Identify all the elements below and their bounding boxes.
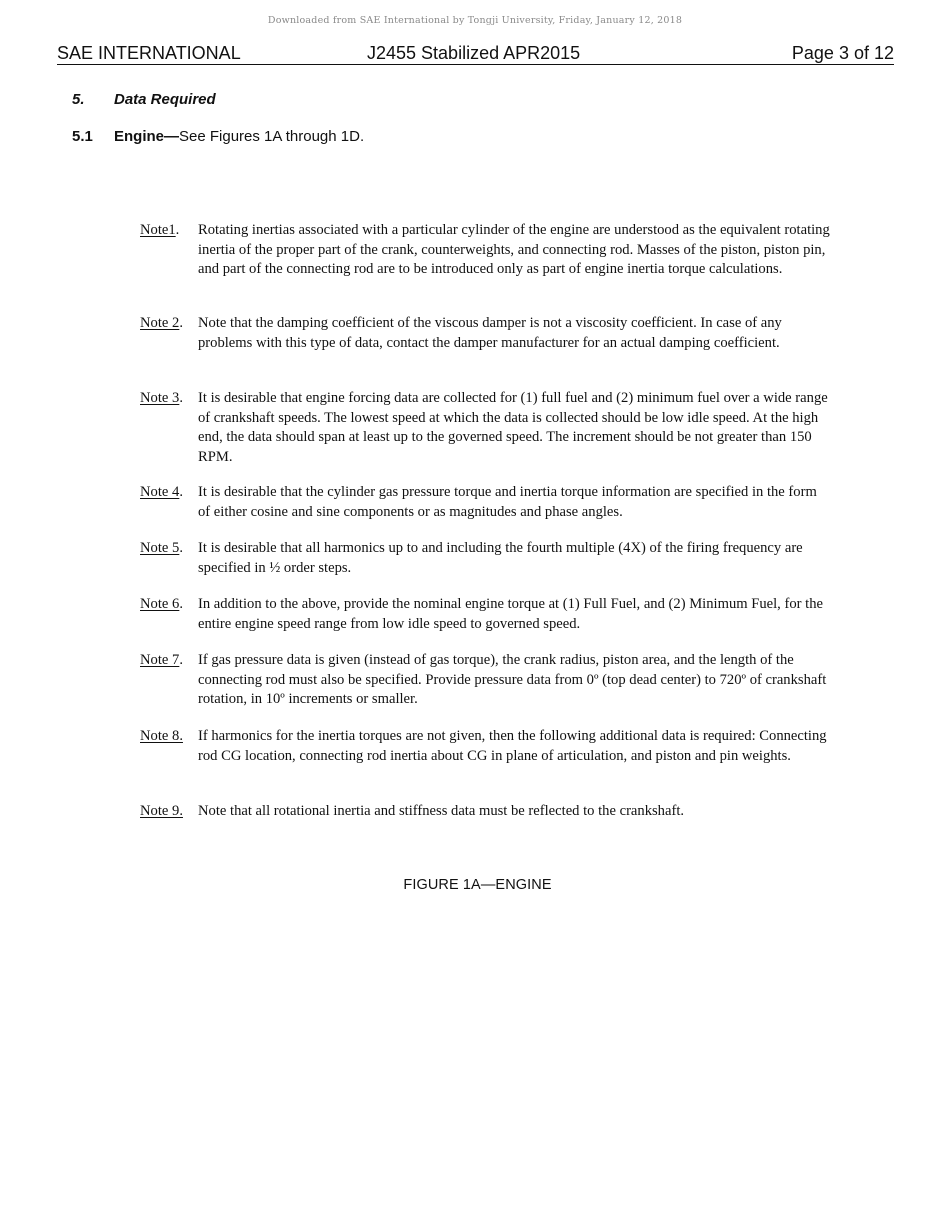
header-document-id: J2455 Stabilized APR2015	[367, 43, 581, 63]
note-2	[140, 314, 830, 353]
subsection-heading	[72, 128, 364, 145]
note-label: Note 2.	[140, 315, 183, 331]
section-number: 5.	[72, 91, 85, 108]
header-page-number: Page 3 of 12	[791, 43, 894, 63]
note-text: In addition to the above, provide the nominal engine torque at (1) Full Fuel, and (2) Minimum Fuel, for the entire engine speed range from low idle speed to governed speed.	[198, 596, 823, 632]
note-text: If harmonics for the inertia torques are not given, then the following additional data is required: Connecting rod CG location, connecting rod inertia about CG in plane of articulation, and piston and pin weights.	[198, 728, 827, 764]
note-7	[140, 651, 830, 710]
note-text: Rotating inertias associated with a particular cylinder of the engine are understood as the equivalent rotating inertia of the proper part of the crank, counterweights, and connecting rod. Masses of the piston, piston pin, and part of the connecting rod are to be introduced only as part of engine inertia torque calculations.	[198, 222, 830, 278]
note-text: It is desirable that all harmonics up to and including the fourth multiple (4X) of the firing frequency are specified in ½ order steps.	[198, 540, 803, 576]
note-5	[140, 539, 830, 578]
note-label: Note 3.	[140, 390, 183, 406]
note-8	[140, 727, 830, 766]
note-text: It is desirable that the cylinder gas pressure torque and inertia torque information are specified in the form of either cosine and sine components or as magnitudes and phase angles.	[198, 484, 817, 520]
note-label: Note1.	[140, 222, 180, 238]
note-text: If gas pressure data is given (instead of gas torque), the crank radius, piston area, and the length of the connecting rod must also be specified. Provide pressure data from 0º (top dead center) to 720º of crankshaft rotation, in 10º increments or smaller.	[198, 652, 827, 708]
note-3	[140, 389, 830, 467]
note-label: Note 4.	[140, 484, 183, 500]
note-text: Note that all rotational inertia and stiffness data must be reflected to the crankshaft.	[198, 803, 685, 819]
note-4	[140, 483, 830, 522]
page-header	[57, 42, 894, 65]
section-title: Data Required	[114, 91, 216, 108]
subsection-title: Engine—	[114, 128, 180, 145]
note-label: Note 7.	[140, 652, 183, 668]
note-label: Note 8.	[140, 728, 183, 744]
note-9	[140, 802, 830, 822]
note-label: Note 9.	[140, 803, 183, 819]
section-heading	[72, 91, 216, 108]
note-text: Note that the damping coefficient of the viscous damper is not a viscosity coefficient. In case of any problems with this type of data, contact the damper manufacturer for an actual damping coefficient.	[198, 315, 782, 351]
subsection-text: See Figures 1A through 1D.	[179, 128, 365, 145]
note-6	[140, 595, 830, 634]
header-publisher: SAE INTERNATIONAL	[57, 43, 241, 63]
figure-caption: FIGURE 1A—ENGINE	[403, 877, 552, 893]
note-text: It is desirable that engine forcing data are collected for (1) full fuel and (2) minimum fuel over a wide range of crankshaft speeds. The lowest speed at which the data is collected should be low idle speed. At the high end, the data should span at least up to the governed speed. The increment should be not greater than 150 RPM.	[198, 390, 828, 465]
note-1	[140, 221, 830, 280]
note-label: Note 6.	[140, 596, 183, 612]
note-label: Note 5.	[140, 540, 183, 556]
download-watermark: Downloaded from SAE International by Tongji University, Friday, January 12, 2018	[267, 15, 683, 26]
subsection-number: 5.1	[72, 128, 93, 145]
